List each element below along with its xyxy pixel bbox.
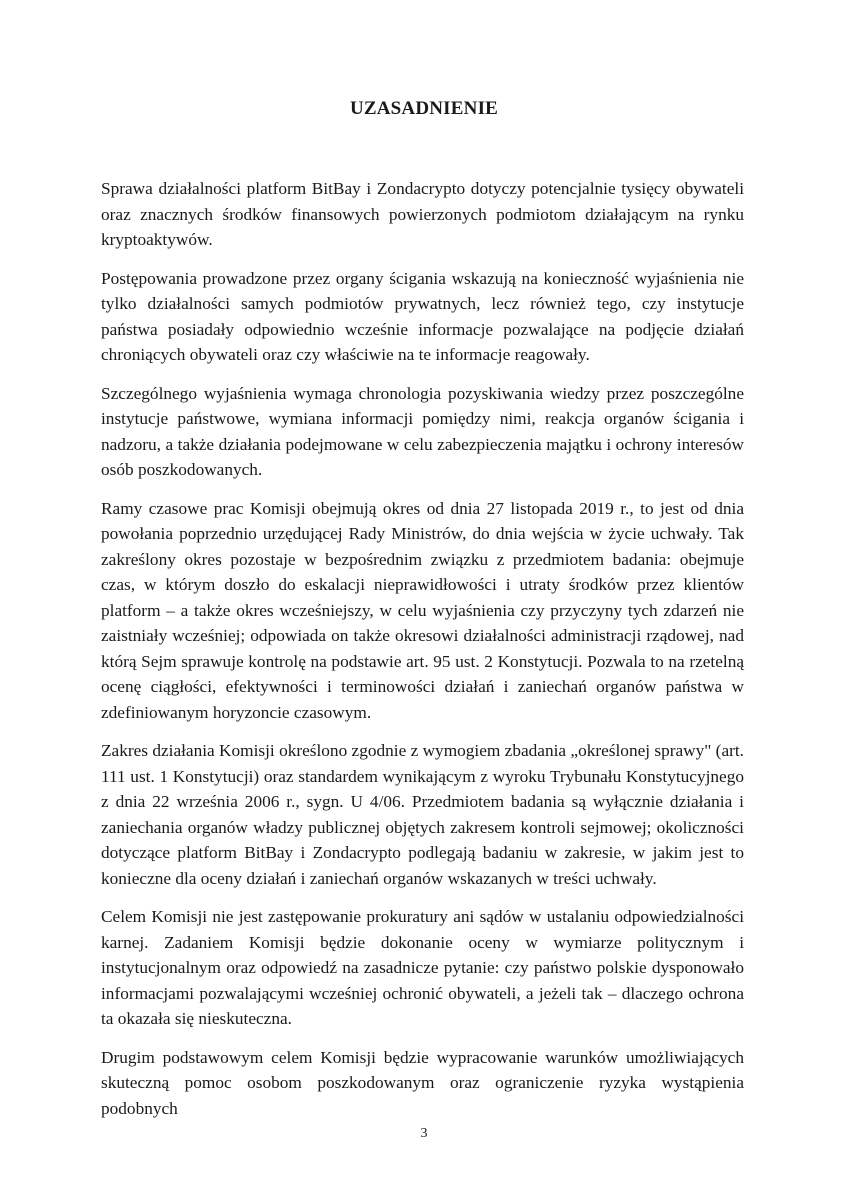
paragraph: Szczególnego wyjaśnienia wymaga chronologia pozyskiwania wiedzy przez poszczególne instytucje państwowe, wymiana informacji pomiędzy nimi, reakcja organów ścigania i nadzoru, a także działania podejmowane w celu zabezpieczenia majątku i ochrony interesów osób poszkodowanych.	[101, 383, 744, 479]
paragraph: Zakres działania Komisji określono zgodnie z wymogiem zbadania „określonej sprawy" (art. 111 ust. 1 Konstytucji) oraz standardem wynikającym z wyroku Trybunału Konstytucyjnego z dnia 22 września 2006 r., sygn. U 4/06. Przedmiotem badania są wyłącznie działania i zaniechania organów władzy publicznej objętych zakresem kontroli sejmowej; okoliczności dotyczące platform BitBay i Zondacrypto podlegają badaniu w zakresie, w jakim jest to konieczne dla oceny działań i zaniechań organów wskazanych w treści uchwały.	[101, 741, 744, 888]
page-number: 3	[420, 1126, 428, 1141]
document-title: UZASADNIENIE	[349, 98, 499, 119]
paragraph: Sprawa działalności platform BitBay i Zondacrypto dotyczy potencjalnie tysięcy obywateli oraz znacznych środków finansowych powierzonych podmiotom działającym na rynku kryptoaktywów.	[101, 179, 744, 249]
paragraph: Postępowania prowadzone przez organy ścigania wskazują na konieczność wyjaśnienia nie tylko działalności samych podmiotów prywatnych, lecz również tego, czy instytucje państwa posiadały odpowiednio wcześnie informacje pozwalające na podjęcie działań chroniących obywateli oraz czy właściwie na te informacje reagowały.	[101, 268, 744, 364]
paragraph: Celem Komisji nie jest zastępowanie prokuratury ani sądów w ustalaniu odpowiedzialności karnej. Zadaniem Komisji będzie dokonanie oceny w wymiarze politycznym i instytucjonalnym oraz odpowiedź na zasadnicze pytanie: czy państwo polskie dysponowało informacjami pozwalającymi wcześniej ochronić obywateli, a jeżeli tak – dlaczego ochrona ta okazała się nieskuteczna.	[101, 907, 744, 1028]
paragraph: Drugim podstawowym celem Komisji będzie wypracowanie warunków umożliwiających skuteczną pomoc osobom poszkodowanym oraz ograniczenie ryzyka wystąpienia podobnych	[101, 1047, 744, 1118]
paragraph: Ramy czasowe prac Komisji obejmują okres od dnia 27 listopada 2019 r., to jest od dnia powołania poprzednio urzędującej Rady Ministrów, do dnia wejścia w życie uchwały. Tak zakreślony okres pozostaje w bezpośrednim związku z przedmiotem badania: obejmuje czas, w którym doszło do eskalacji nieprawidłowości i utraty środków przez klientów platform – a także okres wcześniejszy, w celu wyjaśnienia czy przyczyny tych zdarzeń nie zaistniały wcześniej; odpowiada on także okresowi działalności administracji rządowej, nad którą Sejm sprawuje kontrolę na podstawie art. 95 ust. 2 Konstytucji. Pozwala to na rzetelną ocenę ciągłości, efektywności i terminowości działań i zaniechań organów państwa w zdefiniowanym horyzoncie czasowym.	[101, 498, 744, 722]
document-body	[101, 176, 744, 1134]
